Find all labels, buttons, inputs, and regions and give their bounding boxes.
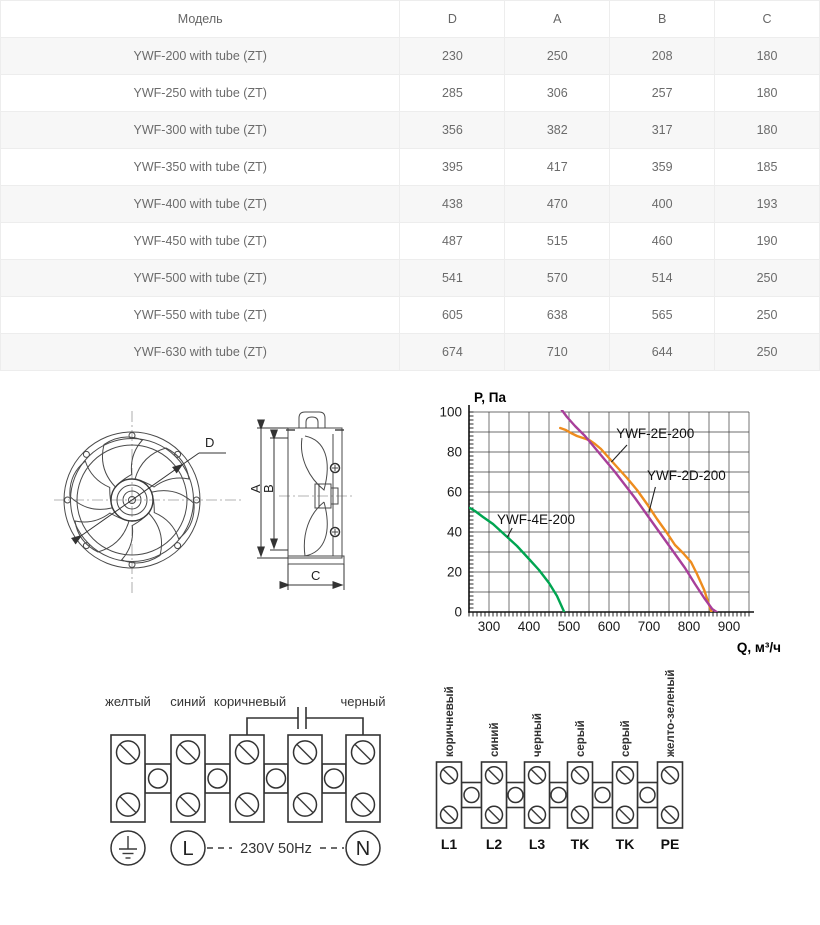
terminal-l2: L2 <box>485 836 503 852</box>
dimension-cell: 565 <box>610 297 715 334</box>
svg-text:60: 60 <box>446 484 462 500</box>
wire-label-yellow-green: желто-зеленый <box>665 669 677 757</box>
dimension-cell: 470 <box>505 186 610 223</box>
col-header-model: Модель <box>1 1 400 38</box>
dimension-cell: 193 <box>715 186 820 223</box>
dimension-cell: 487 <box>400 223 505 260</box>
dimension-b <box>261 438 288 550</box>
dimension-cell: 285 <box>400 75 505 112</box>
wire-label-black: черный <box>340 694 386 709</box>
model-cell: YWF-250 with tube (ZT) <box>1 75 400 112</box>
performance-chart <box>436 389 808 657</box>
dimension-cell: 250 <box>505 38 610 75</box>
dimension-cell: 460 <box>610 223 715 260</box>
table-row <box>1 223 820 260</box>
dimension-cell: 185 <box>715 149 820 186</box>
dimension-cell: 250 <box>715 297 820 334</box>
dimension-cell: 515 <box>505 223 610 260</box>
terminal-tk1: TK <box>570 836 590 852</box>
fan-front-view-drawing <box>52 403 244 601</box>
table-row <box>1 75 820 112</box>
table-row <box>1 149 820 186</box>
dimension-cell: 638 <box>505 297 610 334</box>
dimension-cell: 644 <box>610 334 715 371</box>
terminal-pe: PE <box>660 836 680 852</box>
table-row <box>1 260 820 297</box>
col-header-c: C <box>715 1 820 38</box>
dim-label-b: B <box>261 484 276 493</box>
dimension-cell: 605 <box>400 297 505 334</box>
dimension-cell: 417 <box>505 149 610 186</box>
terminal-tk2: TK <box>615 836 635 852</box>
wire-label-brown: коричневый <box>213 694 287 709</box>
svg-text:YWF-2E-200: YWF-2E-200 <box>616 426 695 441</box>
model-cell: YWF-300 with tube (ZT) <box>1 112 400 149</box>
model-cell: YWF-630 with tube (ZT) <box>1 334 400 371</box>
svg-text:Q, м³/ч: Q, м³/ч <box>736 640 781 655</box>
svg-text:500: 500 <box>557 619 581 634</box>
dimension-cell: 570 <box>505 260 610 297</box>
wiring-diagram-single-phase <box>80 690 420 880</box>
dimension-cell: 438 <box>400 186 505 223</box>
dimension-cell: 710 <box>505 334 610 371</box>
svg-text:100: 100 <box>439 404 462 420</box>
dimension-cell: 180 <box>715 112 820 149</box>
voltage-label: 230V 50Hz <box>240 841 312 857</box>
table-row <box>1 334 820 371</box>
neutral-symbol <box>346 831 380 865</box>
svg-text:40: 40 <box>446 524 462 540</box>
dimension-cell: 395 <box>400 149 505 186</box>
dimension-cell: 359 <box>610 149 715 186</box>
col-header-d: D <box>400 1 505 38</box>
dimension-cell: 317 <box>610 112 715 149</box>
dimension-cell: 306 <box>505 75 610 112</box>
fan-side-view-drawing <box>245 400 357 605</box>
dimension-cell: 400 <box>610 186 715 223</box>
svg-text:20: 20 <box>446 564 462 580</box>
table-row <box>1 112 820 149</box>
model-cell: YWF-200 with tube (ZT) <box>1 38 400 75</box>
terminal-blocks-three <box>437 762 683 828</box>
dimension-cell: 250 <box>715 334 820 371</box>
terminal-blocks-single <box>111 735 380 822</box>
dimension-cell: 257 <box>610 75 715 112</box>
dim-label-a: A <box>248 484 263 493</box>
table-row <box>1 186 820 223</box>
ground-symbol <box>111 831 145 865</box>
table-row <box>1 297 820 334</box>
dimension-cell: 230 <box>400 38 505 75</box>
wire-label-yellow: желтый <box>105 694 151 709</box>
dimension-c <box>288 564 344 590</box>
svg-text:700: 700 <box>637 619 661 634</box>
dimension-cell: 541 <box>400 260 505 297</box>
dimension-cell: 190 <box>715 223 820 260</box>
phase-letter: L <box>182 838 194 860</box>
dimension-cell: 674 <box>400 334 505 371</box>
wire-label-blue: синий <box>170 694 206 709</box>
dimension-cell: 208 <box>610 38 715 75</box>
svg-text:900: 900 <box>717 619 741 634</box>
svg-text:YWF-4E-200: YWF-4E-200 <box>497 512 576 527</box>
svg-text:P, Па: P, Па <box>474 390 506 405</box>
dimension-cell: 180 <box>715 75 820 112</box>
model-cell: YWF-350 with tube (ZT) <box>1 149 400 186</box>
dim-label-d: D <box>205 435 215 450</box>
dimension-cell: 180 <box>715 38 820 75</box>
table-header-row <box>1 1 820 38</box>
dimensions-table <box>0 0 820 371</box>
model-cell: YWF-550 with tube (ZT) <box>1 297 400 334</box>
dimension-cell: 382 <box>505 112 610 149</box>
wire-label-blue: синий <box>489 722 501 757</box>
wire-color-labels-vertical <box>444 670 677 758</box>
wire-label-gray-1: серый <box>575 720 587 757</box>
svg-text:YWF-2D-200: YWF-2D-200 <box>647 468 726 483</box>
table-row <box>1 38 820 75</box>
svg-text:800: 800 <box>677 619 701 634</box>
model-cell: YWF-450 with tube (ZT) <box>1 223 400 260</box>
terminal-l1: L1 <box>440 836 458 852</box>
wiring-diagram-three-phase <box>420 665 710 865</box>
wire-label-black: черный <box>532 713 544 757</box>
wire-color-labels <box>105 694 385 709</box>
phase-symbol <box>171 831 205 865</box>
col-header-b: B <box>610 1 715 38</box>
capacitor-circuit <box>247 707 363 735</box>
terminal-designations <box>441 836 680 852</box>
wire-label-brown: коричневый <box>444 686 456 757</box>
dimension-cell: 514 <box>610 260 715 297</box>
handle <box>299 412 325 428</box>
dimension-cell: 356 <box>400 112 505 149</box>
col-header-a: A <box>505 1 610 38</box>
model-cell: YWF-500 with tube (ZT) <box>1 260 400 297</box>
wire-label-gray-2: серый <box>620 720 632 757</box>
svg-text:600: 600 <box>597 619 621 634</box>
svg-text:300: 300 <box>477 619 501 634</box>
svg-text:80: 80 <box>446 444 462 460</box>
dim-label-c: C <box>311 568 321 583</box>
svg-text:0: 0 <box>454 604 462 620</box>
dimension-cell: 250 <box>715 260 820 297</box>
neutral-letter: N <box>355 838 371 860</box>
model-cell: YWF-400 with tube (ZT) <box>1 186 400 223</box>
svg-text:400: 400 <box>517 619 541 634</box>
terminal-l3: L3 <box>528 836 546 852</box>
